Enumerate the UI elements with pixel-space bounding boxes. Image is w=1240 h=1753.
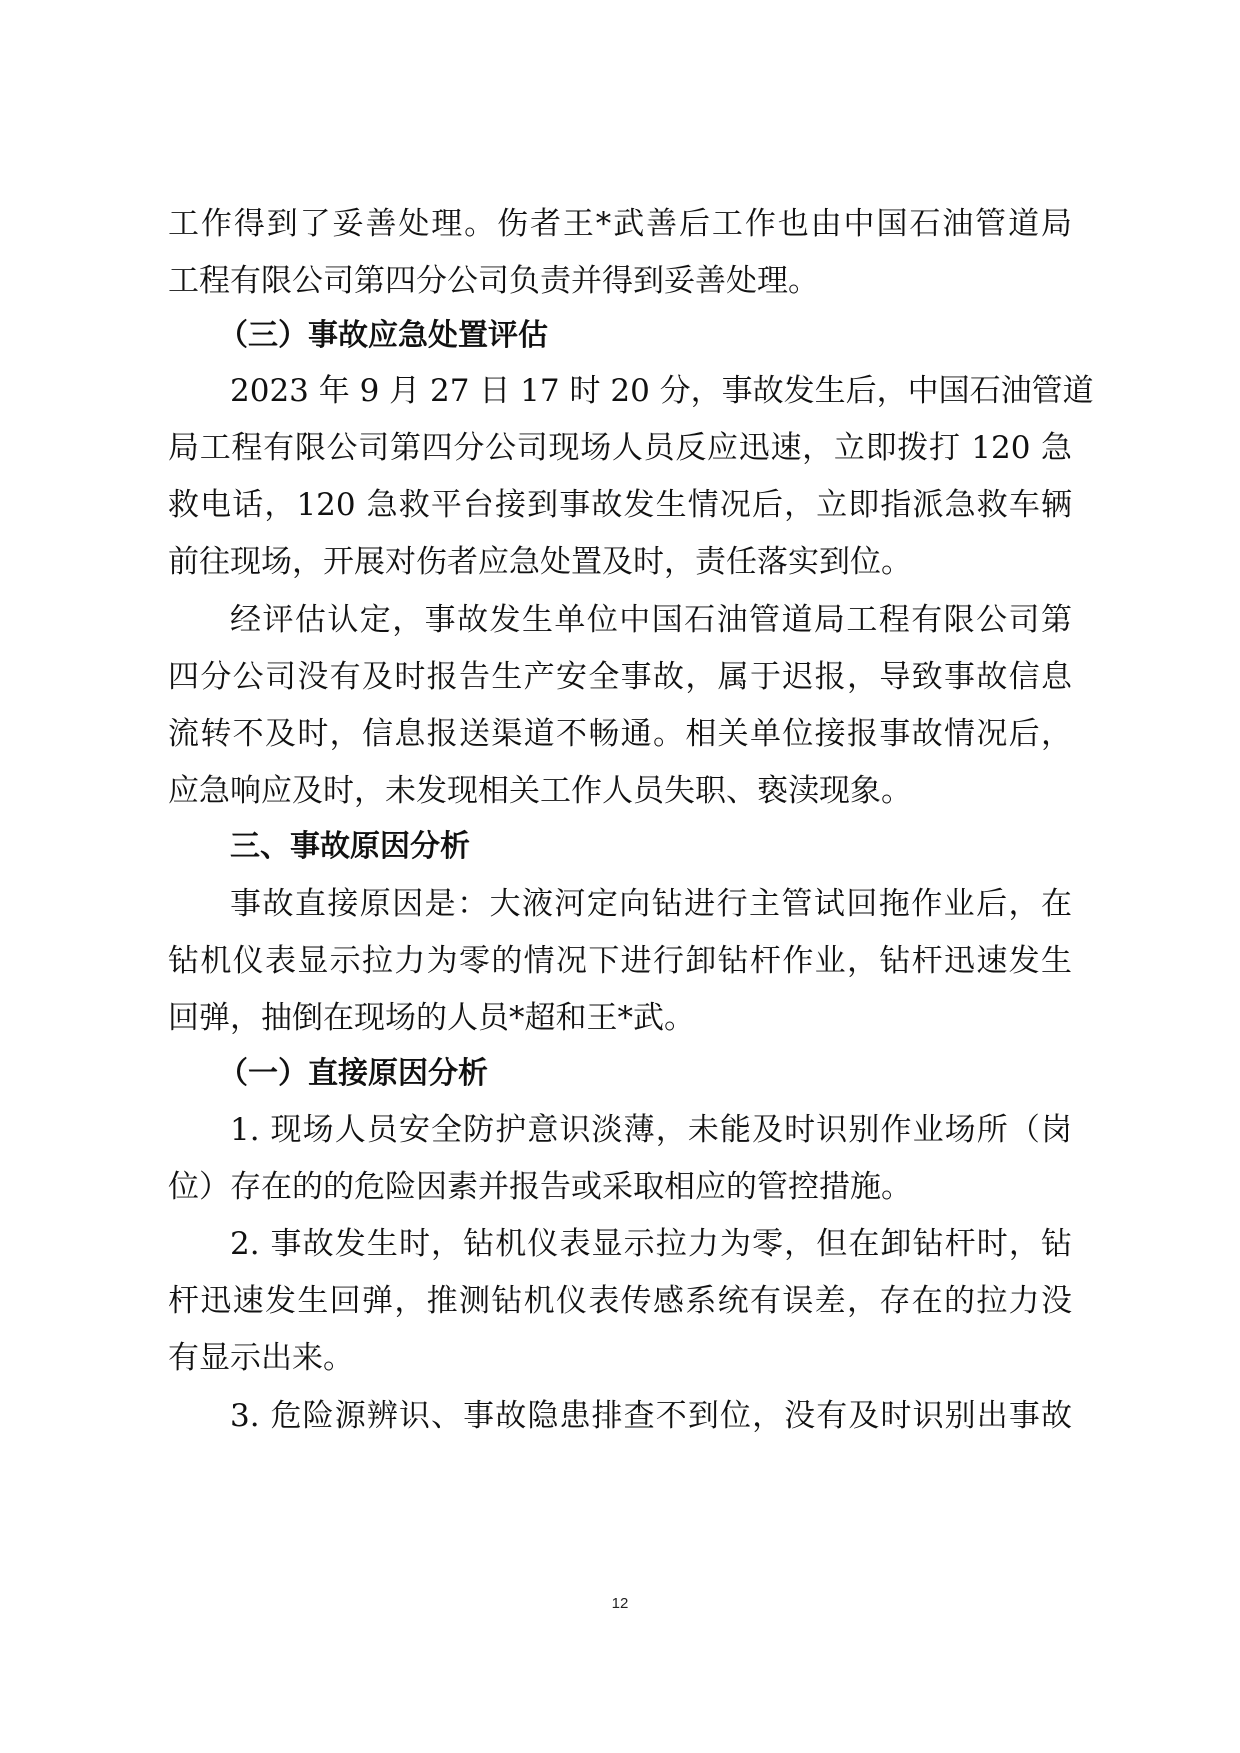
paragraph-line: 事故直接原因是：大液河定向钻进行主管试回拖作业后，在 [230,886,1072,922]
paragraph-line: 有显示出来。 [168,1340,354,1376]
paragraph-line: 1. 现场人员安全防护意识淡薄，未能及时识别作业场所（岗 [230,1112,1072,1148]
paragraph-line: 应急响应及时，未发现相关工作人员失职、亵渎现象。 [168,773,912,809]
section-heading: （三）事故应急处置评估 [218,318,548,353]
chapter-heading: 三、事故原因分析 [230,829,470,864]
paragraph-line: 位）存在的的危险因素并报告或采取相应的管控措施。 [168,1169,912,1205]
paragraph-line: 杆迅速发生回弹，推测钻机仪表传感系统有误差，存在的拉力没 [168,1283,1072,1319]
paragraph-line: 救电话，120 急救平台接到事故发生情况后，立即指派急救车辆 [168,487,1072,523]
paragraph-line: 工程有限公司第四分公司负责并得到妥善处理。 [168,263,819,299]
paragraph-line: 工作得到了妥善处理。伤者王*武善后工作也由中国石油管道局 [168,206,1072,242]
paragraph-line: 流转不及时，信息报送渠道不畅通。相关单位接报事故情况后， [168,716,1072,752]
paragraph-line: 2023 年 9 月 27 日 17 时 20 分，事故发生后，中国石油管道 [230,373,1094,409]
paragraph-line: 2. 事故发生时，钻机仪表显示拉力为零，但在卸钻杆时，钻 [230,1226,1072,1262]
paragraph-line: 四分公司没有及时报告生产安全事故，属于迟报，导致事故信息 [168,659,1072,695]
paragraph-line: 回弹，抽倒在现场的人员*超和王*武。 [168,1000,695,1036]
page-number: 12 [611,1595,629,1612]
paragraph-line: 前往现场，开展对伤者应急处置及时，责任落实到位。 [168,544,912,580]
paragraph-line: 经评估认定，事故发生单位中国石油管道局工程有限公司第 [230,602,1072,638]
section-heading: （一）直接原因分析 [218,1056,488,1091]
paragraph-line: 3. 危险源辨识、事故隐患排查不到位，没有及时识别出事故 [230,1398,1072,1434]
paragraph-line: 局工程有限公司第四分公司现场人员反应迅速，立即拨打 120 急 [168,430,1072,466]
paragraph-line: 钻机仪表显示拉力为零的情况下进行卸钻杆作业，钻杆迅速发生 [168,943,1072,979]
